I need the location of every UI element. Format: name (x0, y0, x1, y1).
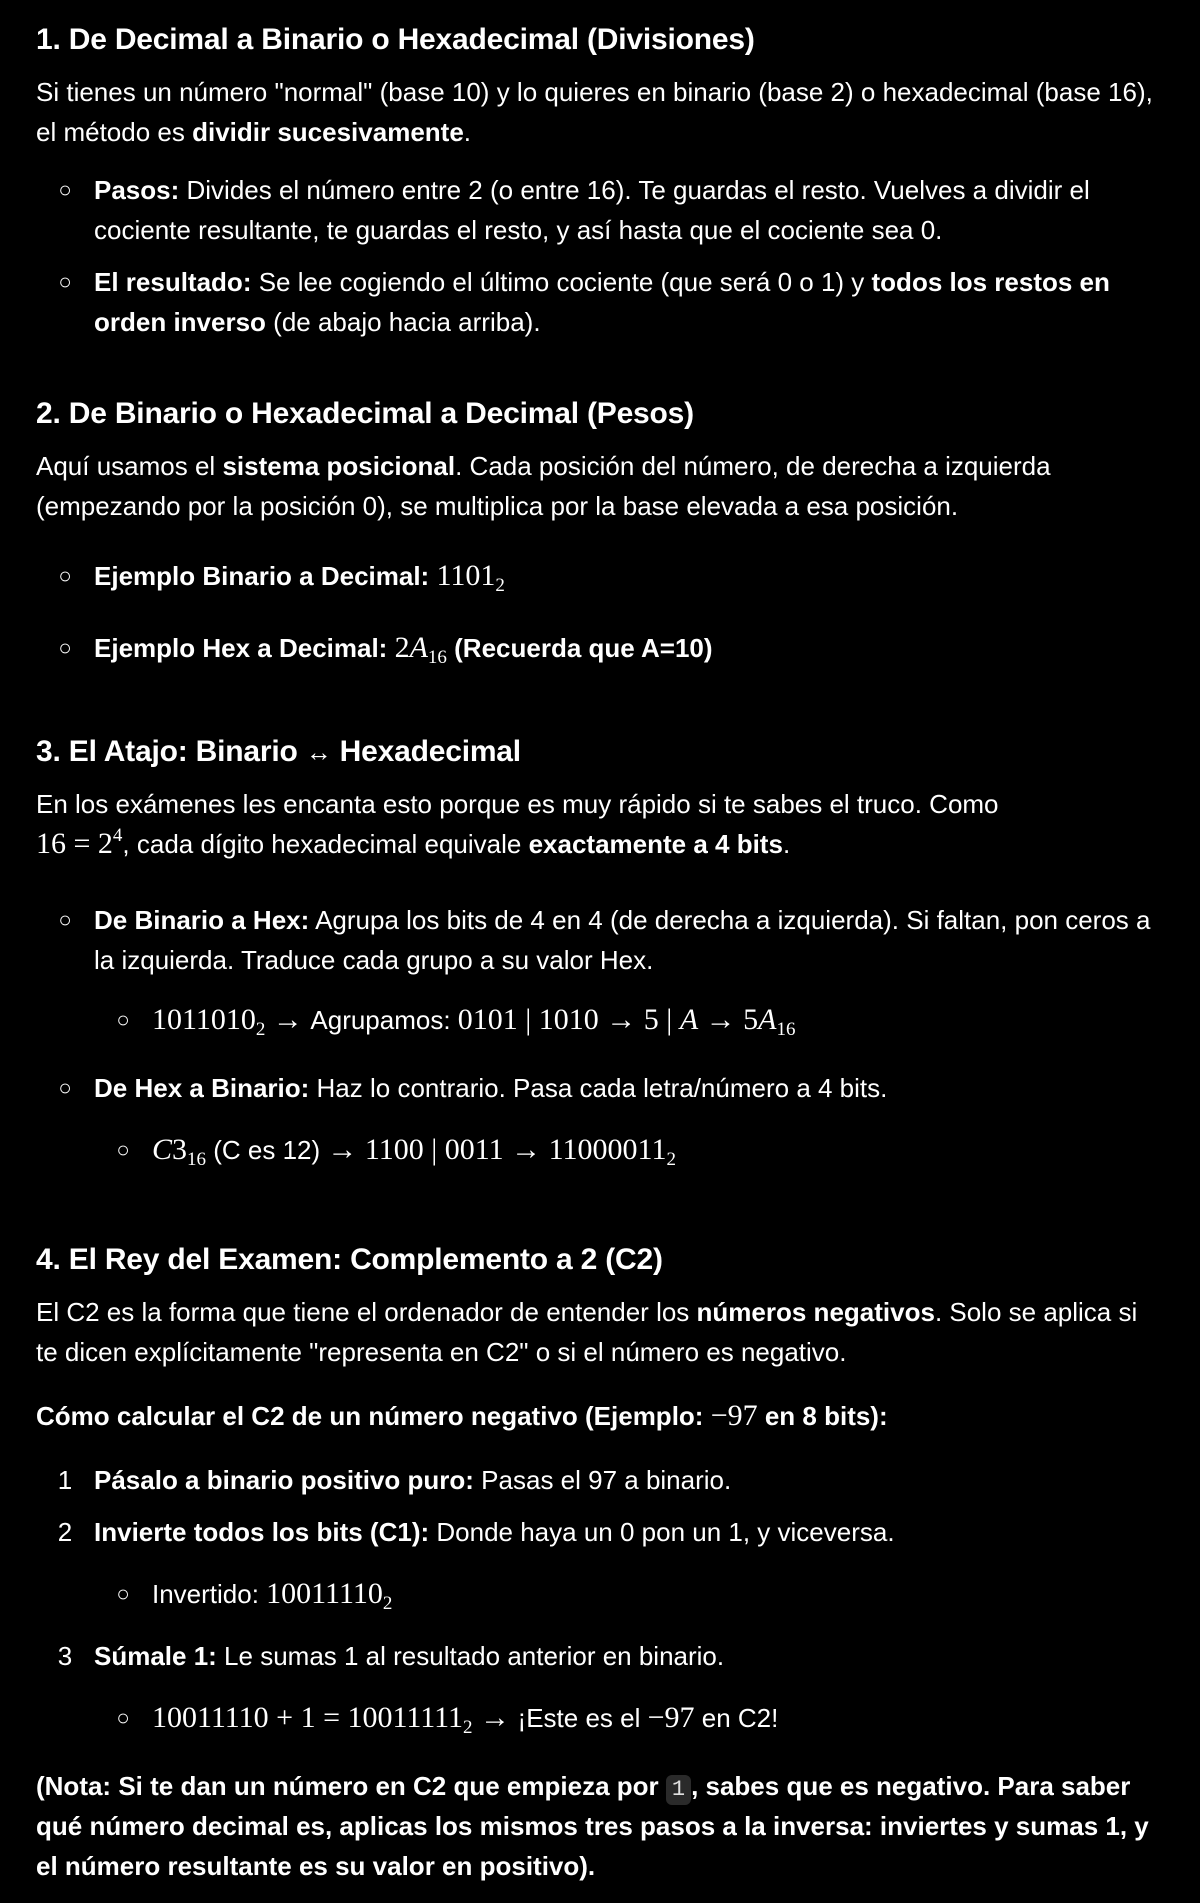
section-2-bullet-binary-example: ○ Ejemplo Binario a Decimal: $1101_2$ (36, 556, 1164, 596)
section-4-step-3-example: ○ $10011110 + 1 = 10011111_2$ → ¡Este es el −97 en C2! (36, 1698, 1164, 1738)
step-number: 3 (57, 1641, 73, 1671)
section-4-how-to: Cómo calcular el C2 de un número negativo (Ejemplo: −97 en 8 bits): (36, 1399, 888, 1432)
section-3-example-bin-to-hex: ○ $1011010_2$ → Agrupamos: 0101 | 1010 → 5 | $A \to 5A_{16}$ (36, 1000, 1164, 1040)
step-number: 1 (57, 1465, 73, 1495)
bidirectional-arrow-icon: ↔ (305, 737, 332, 767)
section-2-heading: 2. De Binario o Hexadecimal a Decimal (Pesos) (36, 397, 694, 430)
section-4-step-1: 1 Pásalo a binario positivo puro: Pasas el 97 a binario. (36, 1460, 1164, 1500)
section-4-step-3: 3 Súmale 1: Le sumas 1 al resultado anterior en binario. (36, 1636, 1164, 1676)
section-4-note: (Nota: Si te dan un número en C2 que empieza por 1 , sabes que es negativo. Para saber qué número decimal es, aplicas los mismos tres pasos a la inversa: inviertes y sumas 1, y el número resultante es su valor en positivo). (36, 1771, 1149, 1881)
step-number: 2 (57, 1517, 73, 1547)
section-3-intro: En los exámenes les encanta esto porque es muy rápido si te sabes el truco. Como $16 = 2^4$, cada dígito hexadecimal equivale exactamente a 4 bits. (36, 789, 999, 860)
inline-code: 1 (666, 1775, 691, 1805)
bullet-circle-icon: ○ (116, 1137, 130, 1162)
bullet-circle-icon: ○ (58, 907, 72, 932)
section-1-heading: 1. De Decimal a Binario o Hexadecimal (Divisiones) (36, 23, 755, 56)
section-4-step-2: 2 Invierte todos los bits (C1): Donde haya un 0 pon un 1, y viceversa. (36, 1512, 1164, 1552)
bullet-circle-icon: ○ (58, 177, 72, 202)
bullet-circle-icon: ○ (58, 563, 72, 588)
bullet-circle-icon: ○ (58, 635, 72, 660)
section-4-intro: El C2 es la forma que tiene el ordenador de entender los números negativos. Solo se aplica si te dicen explícitamente "representa en C2" o si el número es negativo. (36, 1297, 1138, 1367)
section-4-step-2-example: ○ Invertido: $10011110_2$ (36, 1574, 1164, 1614)
section-3-bullet-bin-to-hex: ○ De Binario a Hex: Agrupa los bits de 4 en 4 (de derecha a izquierda). Si faltan, pon ceros a la izquierda. Traduce cada grupo a su valor Hex. (36, 900, 1164, 980)
bullet-circle-icon: ○ (116, 1705, 130, 1730)
bullet-circle-icon: ○ (116, 1007, 130, 1032)
section-3-heading: 3. El Atajo: Binario ↔ Hexadecimal (36, 735, 521, 768)
bullet-circle-icon: ○ (58, 269, 72, 294)
section-1-bullet-steps: ○ Pasos: Divides el número entre 2 (o entre 16). Te guardas el resto. Vuelves a dividir el cociente resultante, te guardas el resto, y así hasta que el cociente sea 0. (36, 170, 1164, 250)
bullet-circle-icon: ○ (58, 1075, 72, 1100)
section-3-bullet-hex-to-bin: ○ De Hex a Binario: Haz lo contrario. Pasa cada letra/número a 4 bits. (36, 1068, 1164, 1108)
section-1-bullet-result: ○ El resultado: Se lee cogiendo el último cociente (que será 0 o 1) y todos los restos en orden inverso (de abajo hacia arriba). (36, 262, 1164, 342)
section-4-heading: 4. El Rey del Examen: Complemento a 2 (C2) (36, 1243, 663, 1276)
bullet-circle-icon: ○ (116, 1581, 130, 1606)
section-2-intro: Aquí usamos el sistema posicional. Cada posición del número, de derecha a izquierda (empezando por la posición 0), se multiplica por la base elevada a esa posición. (36, 451, 1051, 521)
section-1-intro: Si tienes un número "normal" (base 10) y lo quieres en binario (base 2) o hexadecimal (base 16), el método es dividir sucesivamente. (36, 77, 1153, 147)
section-2-bullet-hex-example: ○ Ejemplo Hex a Decimal: $2A_{16}$ (Recuerda que A=10) (36, 628, 1164, 668)
section-3-example-hex-to-bin: ○ $C3_{16}$ (C es 12) → 1100 | $0011 \to 11000011_2$ (36, 1130, 1164, 1170)
